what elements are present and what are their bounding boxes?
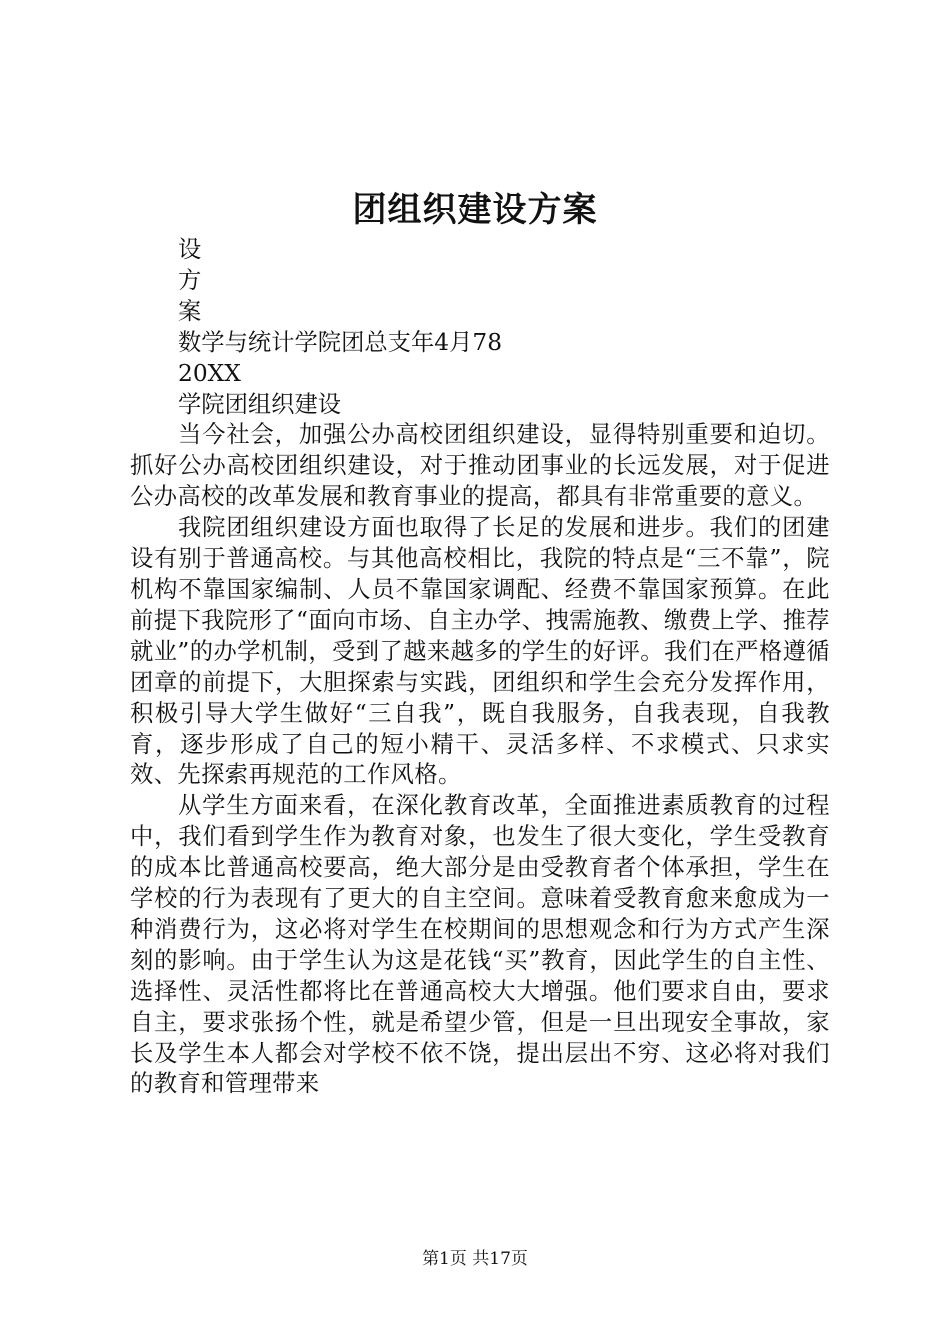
document-body (130, 235, 830, 1100)
paragraph-intro: 当今社会，加强公办高校团组织建设，显得特别重要和迫切。抓好公办高校团组织建设，对于推动团事业的长远发展，对于促进公办高校的改革发展和教育事业的提高，都具有非常重要的意义。 (130, 421, 830, 511)
header-line-year: 20XX (178, 359, 241, 387)
document-title: 团组织建设方案 (352, 190, 598, 230)
header-line-organization-date: 数学与统计学院团总支年4月78 (178, 328, 503, 356)
paragraph-progress: 我院团组织建设方面也取得了长足的发展和进步。我们的团建设有别于普通高校。与其他高校相比，我院的特点是“三不靠”，院机构不靠国家编制、人员不靠国家调配、经费不靠国家预算。在此前提下我院形了“面向市场、自主办学、拽需施教、缴费上学、推荐就业”的办学机制，受到了越来越多的学生的好评。我们在严格遵循团章的前提下，大胆探索与实践，团组织和学生会充分发挥作用，积极引导大学生做好“三自我”，既自我服务，自我表现，自我教育，逐步形成了自己的短小精干、灵活多样、不求模式、只求实效、先探索再规范的工作风格。 (130, 514, 830, 789)
header-line: 方 (178, 266, 202, 294)
header-line-subtitle: 学院团组织建设 (178, 390, 342, 418)
header-line: 案 (178, 297, 202, 325)
page-number-footer: 第1页 共17页 (422, 1249, 528, 1269)
header-line: 设 (178, 236, 202, 263)
paragraph-students: 从学生方面来看，在深化教育改革，全面推进素质教育的过程中，我们看到学生作为教育对象，也发生了很大变化，学生受教育的成本比普通高校要高，绝大部分是由受教育者个体承担，学生在学校的行为表现有了更大的自主空间。意味着受教育愈来愈成为一种消费行为，这必将对学生在校期间的思想观念和行为方式产生深刻的影响。由于学生认为这是花钱“买”教育，因此学生的自主性、选择性、灵活性都将比在普通高校大大增强。他们要求自由，要求自主，要求张扬个性，就是希望少管，但是一旦出现安全事故，家长及学生本人都会对学校不依不饶，提出层出不穷、这必将对我们的教育和管理带来 (130, 792, 830, 1098)
